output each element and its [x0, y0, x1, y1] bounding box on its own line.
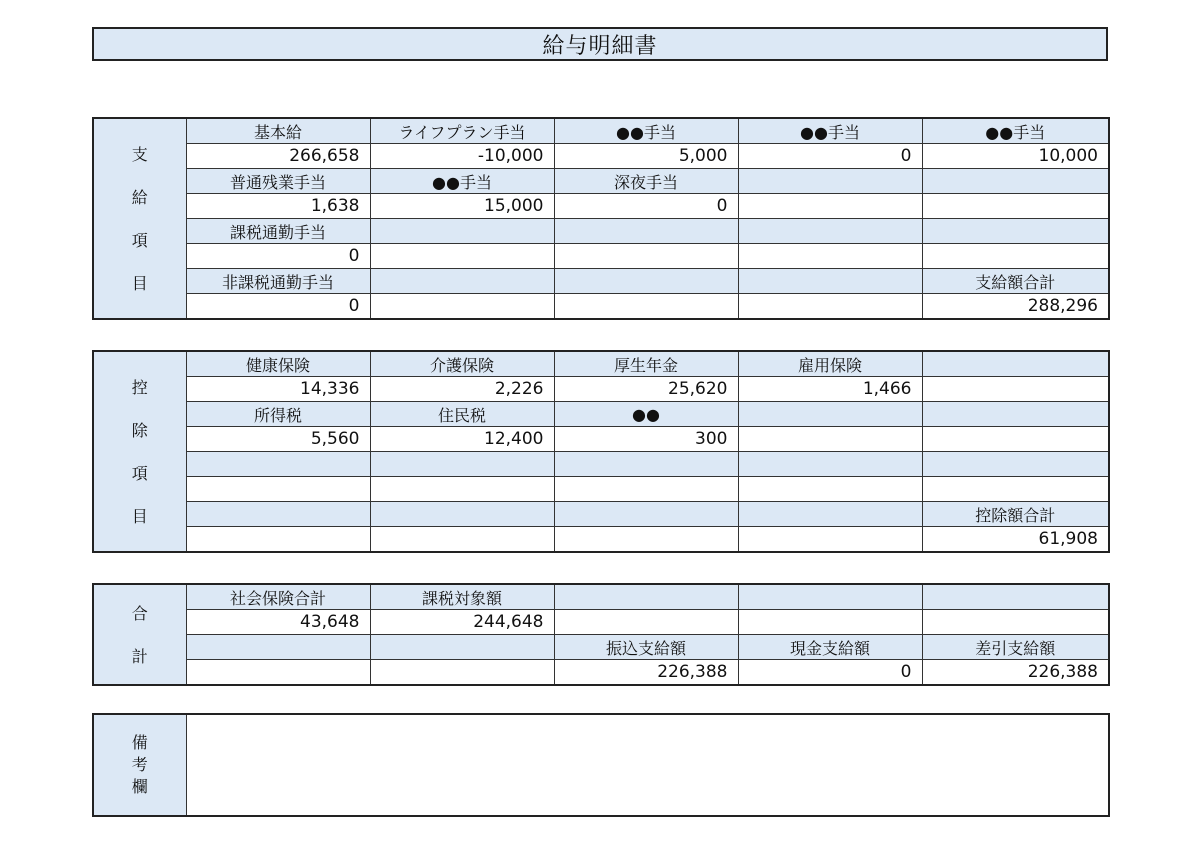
item-value: [554, 477, 738, 502]
payment-label-row: [93, 169, 1109, 194]
side-char: 除: [131, 420, 148, 440]
payment-value-row: [93, 144, 1109, 169]
item-value: [738, 294, 922, 320]
item-value: [922, 610, 1109, 635]
side-char: 合: [131, 603, 148, 623]
deduction-value-row: [93, 427, 1109, 452]
item-value: [554, 294, 738, 320]
item-label: ●●手当: [554, 118, 738, 144]
item-value: 300: [554, 427, 738, 452]
item-label: [186, 502, 370, 527]
item-value: [738, 527, 922, 553]
item-label: [738, 452, 922, 477]
item-label: 課税通勤手当: [186, 219, 370, 244]
item-value: [738, 477, 922, 502]
side-char: 項: [131, 463, 148, 483]
item-label: 非課税通勤手当: [186, 269, 370, 294]
side-char: 控: [131, 377, 148, 397]
item-value: [186, 477, 370, 502]
item-value: 0: [186, 294, 370, 320]
item-label: [922, 351, 1109, 377]
item-label: [922, 584, 1109, 610]
item-value: [922, 194, 1109, 219]
side-char: 項: [131, 230, 148, 250]
item-label: [738, 219, 922, 244]
totals-section-label: [93, 584, 186, 685]
item-value: [554, 610, 738, 635]
item-value: 25,620: [554, 377, 738, 402]
deduction-value-row: [93, 527, 1109, 553]
item-value: [370, 294, 554, 320]
item-value: [370, 477, 554, 502]
totals-table: [92, 583, 1110, 686]
item-value: [370, 660, 554, 686]
deduction-value-row: [93, 377, 1109, 402]
payment-section-label: [93, 118, 186, 319]
deduction-section-label: [93, 351, 186, 552]
payment-label-row: [93, 219, 1109, 244]
item-label: [738, 502, 922, 527]
item-label: [370, 635, 554, 660]
item-label: [370, 219, 554, 244]
item-label: [186, 635, 370, 660]
item-value: 1,638: [186, 194, 370, 219]
item-value: 10,000: [922, 144, 1109, 169]
side-char: 給: [131, 187, 148, 207]
item-label: 基本給: [186, 118, 370, 144]
item-label: [738, 269, 922, 294]
item-label: 健康保険: [186, 351, 370, 377]
item-label: 住民税: [370, 402, 554, 427]
item-label: 社会保険合計: [186, 584, 370, 610]
payment-value-row: [93, 294, 1109, 320]
item-value: 0: [738, 144, 922, 169]
item-value: 14,336: [186, 377, 370, 402]
net-pay-value: 226,388: [922, 660, 1109, 686]
item-label: [554, 452, 738, 477]
item-value: 12,400: [370, 427, 554, 452]
cash-pay-label: 現金支給額: [738, 635, 922, 660]
item-value: [554, 527, 738, 553]
remarks-section-label: [93, 714, 186, 816]
item-label: [922, 219, 1109, 244]
item-label: 雇用保険: [738, 351, 922, 377]
side-char: 計: [131, 646, 148, 666]
item-value: [738, 244, 922, 269]
totals-label-row: [93, 584, 1109, 610]
item-value: 0: [186, 244, 370, 269]
item-value: [186, 660, 370, 686]
payment-total-value: 288,296: [922, 294, 1109, 320]
deduction-label-row: [93, 402, 1109, 427]
deduction-value-row: [93, 477, 1109, 502]
document-title: 給与明細書: [92, 27, 1108, 61]
payment-total-label: 支給額合計: [922, 269, 1109, 294]
deduction-label-row: [93, 351, 1109, 377]
item-label: ライフプラン手当: [370, 118, 554, 144]
item-label: [186, 452, 370, 477]
side-char: 目: [131, 506, 148, 526]
item-label: ●●手当: [922, 118, 1109, 144]
side-char: 考: [131, 755, 148, 774]
item-label: [554, 269, 738, 294]
item-value: 43,648: [186, 610, 370, 635]
item-value: [738, 194, 922, 219]
item-value: 15,000: [370, 194, 554, 219]
item-value: [370, 244, 554, 269]
transfer-pay-value: 226,388: [554, 660, 738, 686]
totals-label-row: [93, 635, 1109, 660]
item-value: 2,226: [370, 377, 554, 402]
side-char: 支: [131, 144, 148, 164]
item-label: 厚生年金: [554, 351, 738, 377]
item-value: 244,648: [370, 610, 554, 635]
item-value: [922, 427, 1109, 452]
item-label: [738, 402, 922, 427]
deduction-items-table: [92, 350, 1110, 553]
item-label: 課税対象額: [370, 584, 554, 610]
totals-value-row: [93, 660, 1109, 686]
item-label: ●●手当: [738, 118, 922, 144]
deduction-label-row: [93, 502, 1109, 527]
item-label: [922, 169, 1109, 194]
item-label: ●●手当: [370, 169, 554, 194]
item-value: [554, 244, 738, 269]
item-label: [370, 452, 554, 477]
transfer-pay-label: 振込支給額: [554, 635, 738, 660]
item-value: [922, 244, 1109, 269]
payment-value-row: [93, 194, 1109, 219]
item-label: ●●: [554, 402, 738, 427]
side-char: 目: [131, 273, 148, 293]
deduction-label-row: [93, 452, 1109, 477]
remarks-content: [186, 714, 1109, 816]
item-label: 普通残業手当: [186, 169, 370, 194]
item-label: [922, 452, 1109, 477]
item-value: 266,658: [186, 144, 370, 169]
payment-items-table: [92, 117, 1110, 320]
item-label: [738, 169, 922, 194]
item-label: [738, 584, 922, 610]
item-value: [186, 527, 370, 553]
item-value: 5,000: [554, 144, 738, 169]
item-value: -10,000: [370, 144, 554, 169]
totals-value-row: [93, 610, 1109, 635]
net-pay-label: 差引支給額: [922, 635, 1109, 660]
payment-label-row: [93, 269, 1109, 294]
item-label: [554, 219, 738, 244]
item-value: 5,560: [186, 427, 370, 452]
deduction-total-value: 61,908: [922, 527, 1109, 553]
item-label: [554, 502, 738, 527]
item-label: 深夜手当: [554, 169, 738, 194]
item-value: 1,466: [738, 377, 922, 402]
item-label: 介護保険: [370, 351, 554, 377]
payment-value-row: [93, 244, 1109, 269]
item-value: [922, 377, 1109, 402]
item-label: 所得税: [186, 402, 370, 427]
item-label: [370, 502, 554, 527]
side-char: 欄: [131, 777, 148, 796]
deduction-total-label: 控除額合計: [922, 502, 1109, 527]
item-value: [922, 477, 1109, 502]
item-label: [922, 402, 1109, 427]
remarks-row: [93, 714, 1109, 816]
payment-label-row: [93, 118, 1109, 144]
cash-pay-value: 0: [738, 660, 922, 686]
item-value: [738, 610, 922, 635]
item-value: 0: [554, 194, 738, 219]
item-label: [370, 269, 554, 294]
item-label: [554, 584, 738, 610]
remarks-table: [92, 713, 1110, 817]
item-value: [738, 427, 922, 452]
side-char: 備: [131, 733, 148, 752]
item-value: [370, 527, 554, 553]
